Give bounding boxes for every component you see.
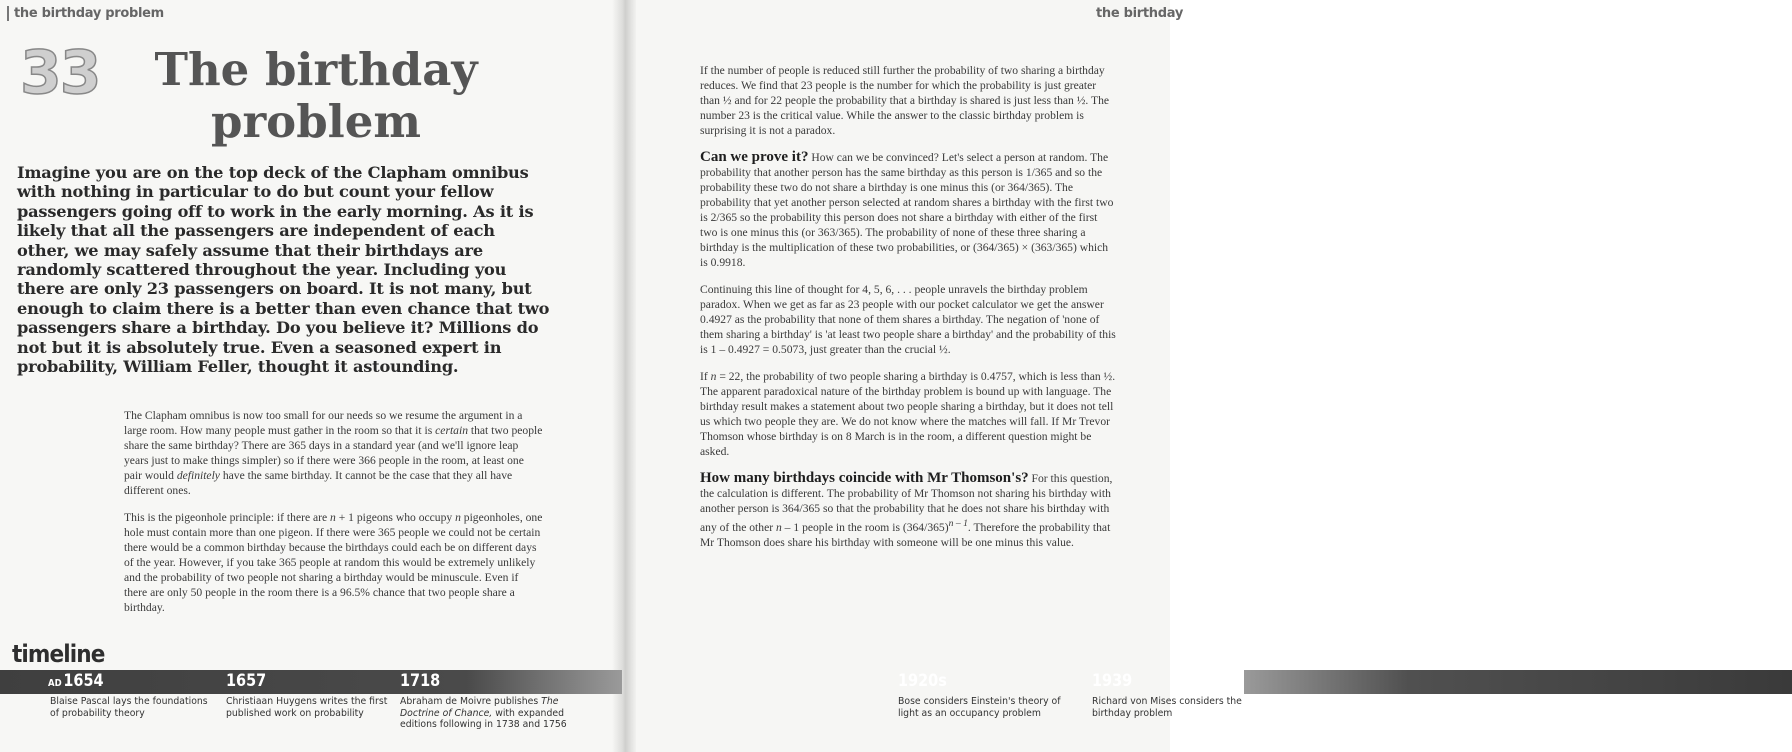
chapter-title-line-2: problem [211,95,421,148]
timeline-entry-text: Bose considers Einstein's theory of light as an occupancy problem [898,696,1061,719]
left-page [0,0,622,752]
left-body-text [124,408,544,627]
timeline-entry-text: Blaise Pascal lays the foundations of probability theory [50,696,208,719]
body-paragraph: If n = 22, the probability of two people sharing a birthday is 0.4757, which is less than ½. The apparent paradoxical nature of the birthday problem is bound up with language. The birthday result makes a statement about two people sharing a birthday, but it does not tell us which two people they are. We do not know where the matches will fall. If Mr Trevor Thomson whose birthday is on 8 March is in the room, a different question might be asked. [700,370,1116,458]
intro-paragraph: Imagine you are on the top deck of the Clapham omnibus with nothing in particular to do but count your fellow passengers going off to work in the early morning. As it is likely that all the passengers are independent of each other, we may safely assume that their birthdays are randomly scattered throughout the year. Including you there are only 23 passengers on board. It is not many, but enough to claim there is a better than even chance that two passengers share a birthday. Do you believe it? Millions do not but it is absolutely true. Even a seasoned expert in probability, William Feller, thought it astounding. [17,163,550,377]
body-paragraph: If the number of people is reduced still further the probability of two sharing a birthday reduces. We find that 23 people is the number for which the probability is just greater than ½ and for 22 people the probability that a birthday is shared is just less than ½. The number 23 is the critical value. While the answer to the classic birthday problem is surprising it is not a paradox. [700,64,1110,137]
timeline-label: timeline [12,640,105,668]
timeline-year: AD 1654 [48,671,104,691]
timeline-entry-text: Abraham de Moivre publishes The Doctrine of Chance, with expanded editions following in 1738 and 1756 [400,696,567,730]
running-head-right: the birthday [1096,6,1184,21]
timeline-entry-text: Christiaan Huygens writes the first published work on probability [226,696,388,719]
timeline-year: 1718 [400,671,441,691]
chapter-title-line-1: The birthday [154,43,478,96]
section-heading: Can we prove it? [700,149,809,165]
chapter-title [126,44,506,148]
body-paragraph: How many birthdays coincide with Mr Thomson's? For this question, the calculation is different. The probability of Mr Thomson not sharing his birthday with another person is 364/365 so that the probability that he does not share his birthday with any of the other n – 1 people in the room is $(364/365)^{n - 1}$. Therefore the probability that Mr Thomson does share his birthday with someone will be one minus this value. [700,470,1113,549]
right-page [622,0,1242,752]
body-paragraph: The Clapham omnibus is now too small for our needs so we resume the argument in a large room. How many people must gather in the room so that it is certain that two people share the same birthday? There are 365 days in a standard year (and we'll ignore leap years just to make things simpler) so if there were 366 people in the room, at least one pair would definitely have the same birthday. It cannot be the case that they all have different ones. [124,409,543,497]
section-heading: How many birthdays coincide with Mr Thomson's? [700,470,1029,486]
running-head-left: the birthday problem [7,6,164,21]
timeline-year: 1920s [898,671,947,691]
timeline-bar-right [1244,670,1792,694]
right-body-text [700,63,1116,562]
timeline-entry-text: Richard von Mises considers the birthday problem [1092,696,1242,719]
timeline-year: 1657 [226,671,267,691]
body-paragraph: Can we prove it? How can we be convinced? Let's select a person at random. The probability that another person has the same birthday as this person is 1/365 and so the probability these two do not share a birthday is one minus this (or 364/365). The probability that yet another person selected at random shares a birthday with the first two is 2/365 so the probability this person does not share a birthday with either of the first two is one minus this (or 363/365). The probability of none of these three sharing a birthday is the multiplication of these two probabilities, or (364/365) × (363/365) which is 0.9918. [700,149,1114,269]
chapter-number: 33 [20,38,100,108]
book-spine [612,0,636,752]
body-paragraph: This is the pigeonhole principle: if there are n + 1 pigeons who occupy n pigeonholes, one hole must contain more than one pigeon. If there were 365 people we could not be certain there would be a common birthday because the birthdays could each be on different days of the year. However, if you take 365 people at random this would be extremely unlikely and the probability of two people not sharing a birthday would be minuscule. Even if there are only 50 people in the room there is a 96.5% chance that two people share a birthday. [124,511,543,614]
timeline-year: 1939 [1092,671,1133,691]
body-paragraph: Continuing this line of thought for 4, 5, 6, . . . people unravels the birthday problem paradox. When we get as far as 23 people with our pocket calculator we get the answer 0.4927 as the probability that none of them shares a birthday. The negation of 'none of them sharing a birthday' is 'at least two people share a birthday' and the probability of this is 1 – 0.4927 = 0.5073, just greater than the crucial ½. [700,283,1116,356]
